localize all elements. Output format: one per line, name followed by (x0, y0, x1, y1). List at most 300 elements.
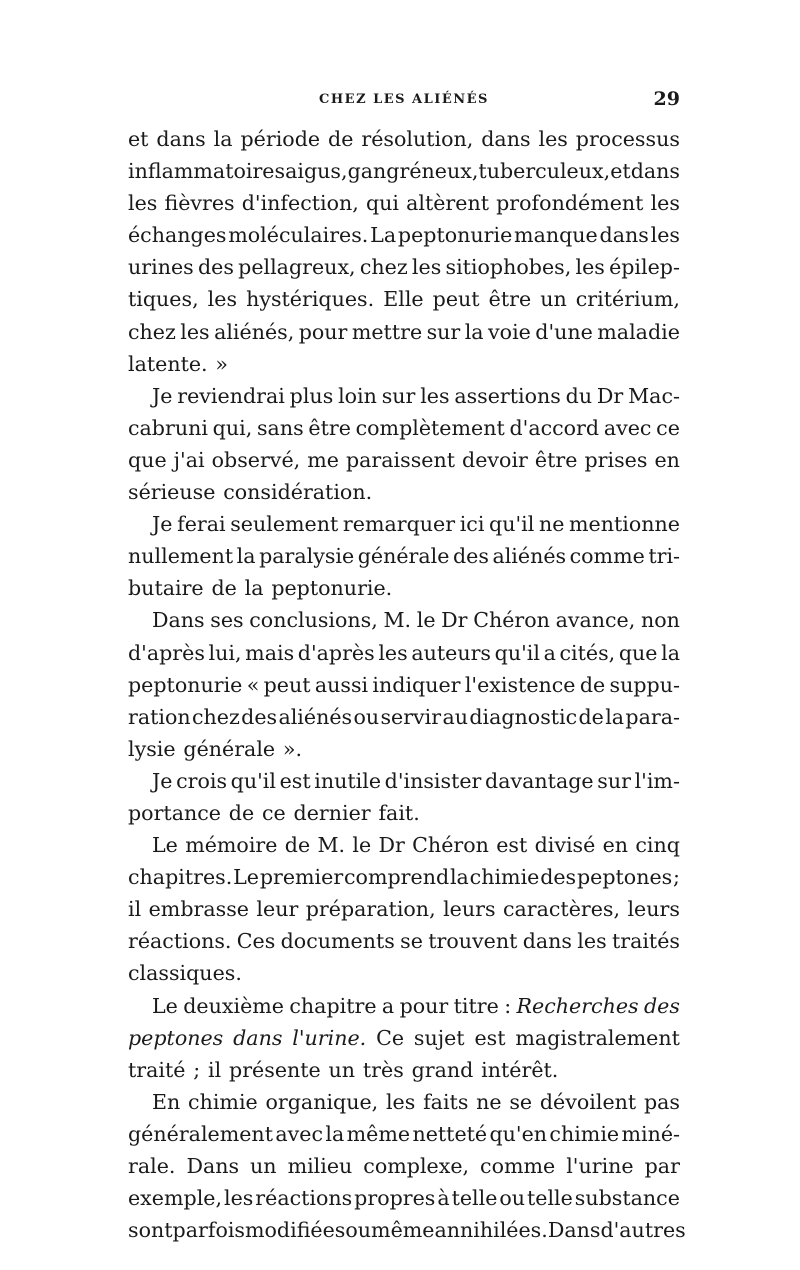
word: Chéron (473, 608, 550, 633)
word: Elle (383, 287, 424, 312)
word: observé, (211, 447, 301, 472)
word: ne (538, 512, 565, 537)
word: comprend (344, 865, 450, 890)
word: en (654, 447, 680, 472)
word: période (240, 127, 321, 151)
word: qu'il (494, 640, 540, 665)
text-line (128, 990, 680, 1022)
word: peptonurie. (271, 576, 393, 601)
word: magistralement (515, 1025, 680, 1050)
word: devoir (462, 447, 528, 472)
word: les (223, 1186, 254, 1211)
word: des (452, 544, 489, 569)
word: a (381, 993, 395, 1018)
word: sans (256, 415, 304, 440)
text-line (128, 540, 680, 572)
word: peptonurie (128, 672, 243, 697)
word: des (643, 993, 680, 1018)
word: dans (233, 1025, 283, 1050)
word: de (228, 800, 255, 825)
word: complètement (355, 415, 505, 440)
word: « (246, 672, 260, 697)
word: divisé (534, 833, 596, 858)
word: dans (156, 127, 206, 151)
word: inutile (314, 768, 382, 793)
word: les (420, 383, 450, 408)
word: les (180, 319, 210, 344)
word: grand (411, 1057, 474, 1082)
word: mettre (351, 319, 423, 344)
text-line (128, 348, 680, 380)
word: échanges (128, 223, 227, 248)
word: la (236, 544, 256, 569)
word: ce (261, 800, 286, 825)
word: parfois (172, 1218, 245, 1243)
word: d'infection, (241, 191, 359, 216)
word: de (578, 704, 604, 729)
word: réactions (255, 1186, 353, 1211)
word: trouvent (428, 929, 518, 954)
word: l'urine. (292, 1025, 367, 1050)
word: d'une (535, 319, 593, 344)
text-line (128, 1022, 680, 1054)
word: les (577, 929, 607, 954)
word: maladie (597, 319, 680, 344)
word: d'après (128, 640, 205, 665)
word: d'après (297, 640, 375, 665)
word: chimie (188, 1089, 258, 1114)
word: Dans (186, 1154, 240, 1178)
text-line (128, 476, 680, 508)
word: ferai (177, 512, 226, 537)
word: générale (183, 736, 276, 761)
word: Ce (376, 1025, 405, 1050)
word: substance (574, 1186, 680, 1211)
word: considération. (223, 480, 373, 505)
text-line (128, 604, 680, 636)
word: chimie (549, 1121, 620, 1146)
word: telle (451, 1186, 498, 1211)
text-line (128, 733, 680, 765)
word: aigus, (285, 159, 348, 184)
word: seulement (230, 512, 339, 537)
word: ration (128, 704, 191, 729)
word: paralysie (259, 544, 355, 569)
word: un (250, 1154, 277, 1178)
word: les (385, 1089, 416, 1114)
word: aliénés (492, 544, 567, 569)
word: dans (481, 127, 531, 151)
word: Le (152, 993, 178, 1018)
word: premier (259, 865, 344, 890)
word: miné- (621, 1121, 680, 1146)
word: la (244, 576, 264, 601)
word: Dr (441, 608, 468, 633)
word: traités (611, 929, 680, 954)
word: chez (128, 319, 176, 344)
word: diagnostic (469, 704, 578, 729)
text-line (128, 123, 680, 155)
word: M. (383, 608, 412, 633)
word: pour (298, 319, 348, 344)
word: moléculaires. (228, 223, 369, 248)
word: qui (365, 191, 399, 216)
word: caractères, (502, 897, 621, 922)
word: propres (354, 1186, 436, 1211)
word: sur (381, 383, 416, 408)
text-line (128, 380, 680, 412)
word: des (241, 704, 278, 729)
text-line (128, 508, 680, 540)
word: En (152, 1089, 181, 1114)
word: conclusions, (249, 608, 378, 633)
text-line (128, 187, 680, 219)
word: remarquer (342, 512, 456, 537)
word: portance (128, 800, 221, 825)
word: La (370, 223, 397, 248)
text-line (128, 829, 680, 861)
word: même (346, 1121, 411, 1146)
word: dévoilent (539, 1089, 637, 1114)
word: Dr (378, 833, 405, 858)
word: présente (229, 1057, 321, 1082)
word: servir (380, 704, 442, 729)
word: lui, (208, 640, 242, 665)
word: ». (282, 736, 303, 761)
word: la (449, 865, 469, 890)
word: suppu- (609, 672, 680, 697)
word: ne (476, 1089, 502, 1114)
word: urines (128, 255, 194, 280)
word: peptonurie (397, 223, 513, 248)
word: par (644, 1154, 680, 1178)
text-line (128, 765, 680, 797)
word: M. (317, 833, 346, 858)
word: : (504, 993, 512, 1018)
word: même (371, 1218, 435, 1243)
word: leurs (443, 897, 496, 922)
word: et (128, 127, 149, 151)
word: rale. (128, 1154, 176, 1178)
word: hystériques. (246, 287, 375, 312)
word: du (565, 383, 593, 408)
word: Je (152, 768, 173, 793)
word: telle (526, 1186, 573, 1211)
text-line (128, 1182, 680, 1214)
word: est (279, 768, 311, 793)
word: traité (128, 1057, 186, 1082)
word: dernier (293, 800, 371, 825)
text-line (128, 251, 680, 283)
word: Mac- (628, 383, 680, 408)
text-line (128, 219, 680, 251)
word: en (602, 833, 629, 858)
text-line (128, 1086, 680, 1118)
word: d'insister (384, 768, 482, 793)
word: mentionne (569, 512, 680, 537)
word: sérieuse (128, 480, 216, 505)
word: mémoire (185, 833, 278, 858)
word: mais (245, 640, 295, 665)
word: loin (338, 383, 377, 408)
word: généralement (128, 1121, 273, 1146)
word: qu'il (230, 768, 276, 793)
word: embrasse (148, 897, 249, 922)
word: qu'en (489, 1121, 548, 1146)
text-line (128, 925, 680, 957)
word: inflammatoires (128, 159, 286, 184)
word: se (509, 1089, 533, 1114)
word: titre (453, 993, 499, 1018)
word: le (352, 833, 372, 858)
word: l'im- (634, 768, 680, 793)
word: ses (210, 608, 244, 633)
word: fièvres (164, 191, 235, 216)
word: ici (459, 512, 485, 537)
text-line (128, 316, 680, 348)
word: dans (630, 159, 680, 184)
word: ou (353, 704, 380, 729)
word: épilep- (609, 255, 680, 280)
word: me (307, 447, 339, 472)
word: cinq (635, 833, 680, 858)
word: de (328, 127, 354, 151)
text-line (128, 701, 680, 733)
word: indiquer (372, 672, 461, 697)
word: chimie (469, 865, 540, 890)
word: être (488, 287, 532, 312)
word: nullement (128, 544, 234, 569)
word: à (437, 1186, 450, 1211)
word: complexe, (363, 1154, 470, 1178)
word: reviendrai (177, 383, 285, 408)
word: ; (673, 865, 680, 890)
text-line (128, 155, 680, 187)
text-line (128, 412, 680, 444)
text-line (128, 861, 680, 893)
text-line (128, 283, 680, 315)
text-line (128, 893, 680, 925)
word: chapitre (289, 993, 377, 1018)
word: leurs (627, 897, 680, 922)
word: profondément (496, 191, 644, 216)
word: Le (233, 865, 259, 890)
word: peut (432, 287, 480, 312)
word: de (579, 672, 606, 697)
word: être (308, 415, 351, 440)
word: cabruni (128, 415, 208, 440)
word: et (610, 159, 631, 184)
word: documents (280, 929, 395, 954)
word: de (284, 833, 311, 858)
word: au (442, 704, 468, 729)
word: Ces (236, 929, 276, 954)
page-number: 29 (653, 88, 680, 110)
word: se (400, 929, 423, 954)
word: para- (625, 704, 680, 729)
word: exemple, (128, 1186, 223, 1211)
word: comme (480, 1154, 556, 1178)
word: ou (499, 1186, 526, 1211)
word: aliénés, (214, 319, 295, 344)
text-line (128, 1214, 686, 1246)
text-line (128, 1118, 680, 1150)
word: le (416, 608, 436, 633)
word: les (650, 191, 680, 216)
word: Dr (596, 383, 624, 408)
word: est (474, 1025, 506, 1050)
word: Chéron (412, 833, 489, 858)
word: générale (357, 544, 450, 569)
word: Je (152, 512, 173, 537)
word: pellagreux, (238, 255, 356, 280)
word: des (540, 865, 577, 890)
word: manque (514, 223, 598, 248)
word: davantage (485, 768, 594, 793)
word: tri- (648, 544, 680, 569)
word: un (540, 287, 567, 312)
word: Recherches (516, 993, 639, 1018)
word: sur (597, 768, 631, 793)
word: deuxième (183, 993, 284, 1018)
word: très (362, 1057, 404, 1082)
word: fait. (378, 800, 420, 825)
running-title: CHEZ LES ALIÉNÉS (319, 92, 489, 107)
word: est (496, 833, 528, 858)
body-text (128, 123, 686, 1246)
word: crois (176, 768, 228, 793)
word: cités, (559, 640, 616, 665)
word: l'urine (566, 1154, 634, 1178)
text-line (128, 957, 680, 989)
word: gangréneux, (347, 159, 479, 184)
word: chez (359, 255, 408, 280)
word: modifiées (245, 1218, 346, 1243)
word: que (618, 640, 658, 665)
word: qu'il (489, 512, 535, 537)
word: tuberculeux, (478, 159, 611, 184)
word: d'accord (509, 415, 600, 440)
word: il (208, 1057, 222, 1082)
word: d'autres (600, 1218, 686, 1243)
word: dans (522, 929, 572, 954)
word: pas (643, 1089, 680, 1114)
word: peptones (128, 1025, 224, 1050)
word: la (464, 319, 484, 344)
word: la (325, 1121, 345, 1146)
word: avance, (555, 608, 636, 633)
running-head (128, 88, 680, 116)
word: les (411, 255, 442, 280)
word: non (640, 608, 680, 633)
word: chez (191, 704, 240, 729)
word: comme (569, 544, 645, 569)
word: plus (289, 383, 334, 408)
word: ou (345, 1218, 372, 1243)
word: classiques. (128, 961, 242, 986)
word: les (538, 127, 568, 151)
word: les (650, 223, 680, 248)
word: sur (426, 319, 461, 344)
text-line (128, 797, 680, 829)
word: Le (152, 833, 178, 858)
word: latente. (128, 351, 208, 376)
word: altèrent (406, 191, 490, 216)
word: butaire (128, 576, 204, 601)
word: les (378, 640, 408, 665)
word: prises (584, 447, 648, 472)
word: lysie (128, 736, 176, 761)
text-line (128, 1150, 680, 1182)
word: critérium, (575, 287, 680, 312)
word: annihilées. (434, 1218, 548, 1243)
word: ce (656, 415, 680, 440)
word: peut (263, 672, 311, 697)
word: aliénés (278, 704, 353, 729)
word: l'existence (464, 672, 576, 697)
word: les (128, 191, 158, 216)
word: que (128, 447, 167, 472)
word: faits (423, 1089, 469, 1114)
word: réactions. (128, 929, 232, 954)
word: pour (399, 993, 449, 1018)
word: processus (575, 127, 680, 151)
word: dans (599, 223, 649, 248)
text-line (128, 572, 680, 604)
word: milieu (287, 1154, 353, 1178)
word: un (328, 1057, 356, 1082)
word: préparation, (305, 897, 436, 922)
word: il (128, 897, 142, 922)
word: auteurs (411, 640, 491, 665)
word: organique, (265, 1089, 379, 1114)
text-line (128, 444, 680, 476)
word: résolution, (361, 127, 474, 151)
word: Dans (547, 1218, 601, 1243)
word: aussi (314, 672, 369, 697)
word: sitiophobes, (445, 255, 572, 280)
word: qui, (212, 415, 253, 440)
text-line (128, 1054, 680, 1086)
word: être (534, 447, 578, 472)
text-line (128, 669, 680, 701)
word: ; (193, 1057, 201, 1082)
word: la (661, 640, 680, 665)
text-line (128, 637, 680, 669)
word: paraissent (345, 447, 456, 472)
word: les (575, 255, 605, 280)
word: sont (128, 1218, 173, 1243)
word: les (207, 287, 238, 312)
word: tiques, (128, 287, 199, 312)
word: avec (275, 1121, 323, 1146)
word: netteté (412, 1121, 488, 1146)
word: Je (152, 383, 173, 408)
word: voie (488, 319, 531, 344)
word: » (215, 351, 229, 376)
word: la (605, 704, 625, 729)
word: Dans (152, 608, 205, 633)
word: de (211, 576, 237, 601)
word: des (197, 255, 234, 280)
word: avec (603, 415, 652, 440)
word: j'ai (173, 447, 205, 472)
word: la (213, 127, 233, 151)
word: peptones (576, 865, 673, 890)
word: intérêt. (481, 1057, 559, 1082)
word: chapitres. (128, 865, 233, 890)
word: leur (256, 897, 299, 922)
